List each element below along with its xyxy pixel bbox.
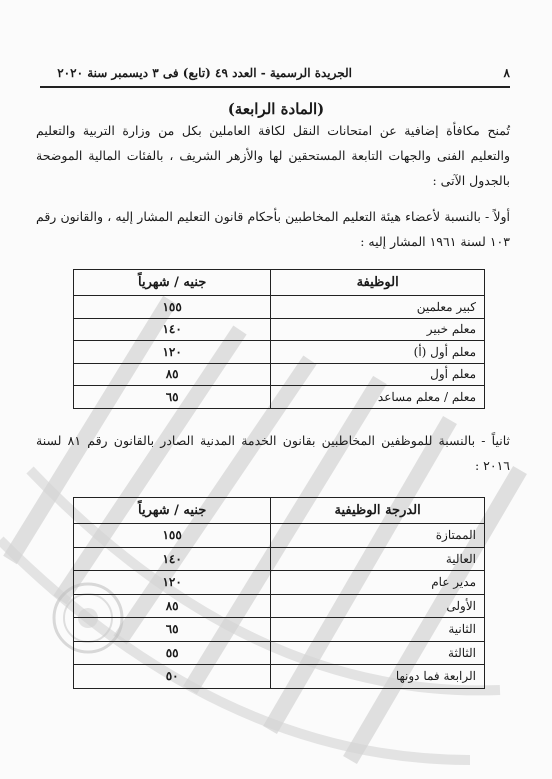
- civil-service-bonus-table: [73, 497, 485, 689]
- job-title-cell: كبير معلمين: [271, 296, 485, 319]
- grade-cell: الممتازة: [271, 524, 485, 548]
- table-row: [74, 665, 485, 689]
- grade-cell: الثانية: [271, 618, 485, 642]
- amount-cell: ١٢٠: [74, 571, 271, 595]
- table-row: [74, 618, 485, 642]
- column-header-amount: جنيه / شهرياً: [74, 498, 271, 524]
- table-row: [74, 341, 485, 364]
- amount-cell: ١٤٠: [74, 547, 271, 571]
- job-title-cell: معلم أول (أ): [271, 341, 485, 364]
- table-row: [74, 318, 485, 341]
- job-title-cell: معلم خبير: [271, 318, 485, 341]
- table-row: [74, 363, 485, 386]
- table-row: [74, 524, 485, 548]
- grade-cell: مدير عام: [271, 571, 485, 595]
- table-row: [74, 547, 485, 571]
- gazette-issue-line: الجريدة الرسمية - العدد ٤٩ (تابع) فى ٣ ديسمبر سنة ٢٠٢٠: [57, 66, 352, 80]
- header-divider: [40, 86, 510, 88]
- grade-cell: الأولى: [271, 594, 485, 618]
- table-row: [74, 386, 485, 409]
- grade-cell: الرابعة فما دونها: [271, 665, 485, 689]
- table-header-row: [74, 270, 485, 296]
- table-row: [74, 594, 485, 618]
- amount-cell: ١٢٠: [74, 341, 271, 364]
- amount-cell: ١٤٠: [74, 318, 271, 341]
- section-two-text: ثانياً - بالنسبة للموظفين المخاطبين بقانون الخدمة المدنية الصادر بالقانون رقم ٨١ لسنة ٢٠١٦ :: [36, 433, 510, 473]
- column-header-grade: الدرجة الوظيفية: [271, 498, 485, 524]
- column-header-amount: جنيه / شهرياً: [74, 270, 271, 296]
- table-row: [74, 296, 485, 319]
- amount-cell: ١٥٥: [74, 296, 271, 319]
- article-title: (المادة الرابعة): [227, 100, 325, 118]
- article-intro: تُمنح مكافأة إضافية عن امتحانات النقل لكافة العاملين بكل من وزارة التربية والتعليم والتعليم الفنى والجهات التابعة المستحقين لها والأزهر الشريف ، بالفئات المالية الموضحة بالجدول الآتى :: [36, 123, 510, 188]
- table-row: [74, 571, 485, 595]
- amount-cell: ٦٥: [74, 618, 271, 642]
- amount-cell: ٥٠: [74, 665, 271, 689]
- teachers-bonus-table: [73, 269, 485, 409]
- page-number: ٨: [503, 66, 510, 80]
- amount-cell: ٨٥: [74, 594, 271, 618]
- grade-cell: العالية: [271, 547, 485, 571]
- job-title-cell: معلم أول: [271, 363, 485, 386]
- section-one-text: أولاً - بالنسبة لأعضاء هيئة التعليم المخاطبين بأحكام قانون التعليم المشار إليه ، والقانون رقم ١٠٣ لسنة ١٩٦١ المشار إليه :: [36, 209, 510, 249]
- job-title-cell: معلم / معلم مساعد: [271, 386, 485, 409]
- amount-cell: ٨٥: [74, 363, 271, 386]
- table-row: [74, 641, 485, 665]
- column-header-title: الوظيفة: [271, 270, 485, 296]
- amount-cell: ٥٥: [74, 641, 271, 665]
- table-header-row: [74, 498, 485, 524]
- grade-cell: الثالثة: [271, 641, 485, 665]
- amount-cell: ٦٥: [74, 386, 271, 409]
- amount-cell: ١٥٥: [74, 524, 271, 548]
